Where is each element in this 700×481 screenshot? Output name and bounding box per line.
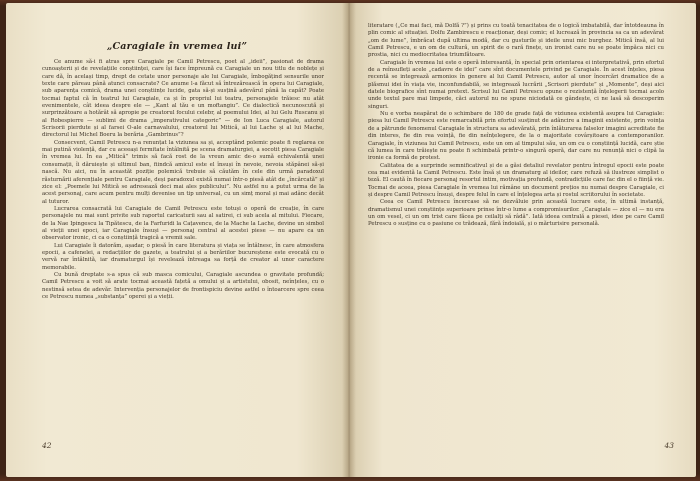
paragraph: Ceea ce Camil Petrescu încercase să ne dezvăluie prin această lucrare este, în ultimă instanță, dramatismul unei conștiințe superioare prinse într-o lume a compromisurilor. „Caragiale — zice el — nu era un om vesel, ci un om trist care făcea pe ceilalți să râdă”. Iată ideea centrală a piesei, idee pe care Camil Petrescu o susține cu o pasiune ce trădează, fără îndoială, și o mărturisire personală. [368,199,664,228]
paragraph: literatare („Ce mai faci, mă Dolfă ?”) și prins cu toată tenacitatea de o logică imbatabilă, dar întotdeauna în plin comic al situației. Dolfu Zambirescu e reacționar, deși comic; el lucrează în provincia sa ca un adevărat „om de lume”, îmbrăcat după ultima modă, dar cu gusturile și ideile unui mic burghez. Mitică însă, al lui Camil Petrescu, e un om de cultură, un spirit de o rară finețe, un ironist care nu se poate împăca nici cu prostia, nici cu mediocritatea triumfătoare. [368,23,664,59]
paragraph: Lui Caragiale îi datorăm, așadar, o piesă în care literatura și viața se întâlnesc, în care atmosfera epocii, a cafenelei, a redacțiilor de gazete, a teatrului și a berăriilor bucureștene este evocată cu o vervă rar întâlnită, iar dramaturgul își revelează întreaga sa forță de creator al unor caractere memorabile. [42,242,324,271]
paragraph: Calitatea de a surprinde semnificativul și de a găsi detaliul revelator pentru întregul epocii este poate cea mai evidentă la Camil Petrescu. Este însă și un dramaturg al ideilor, care refuză să ilustreze simplist o teză. El caută în fiecare personaj resortul intim, motivația profundă, contradicțiile care fac din el o ființă vie. Tocmai de aceea, piesa Caragiale în vremea lui rămâne un document prețios nu numai despre Caragiale, ci și despre Camil Petrescu însuși, despre felul în care el înțelegea arta și rostul scriitorului în societate. [368,162,664,198]
left-page [6,3,348,477]
page-number-right: 43 [664,441,674,450]
page-number-left: 42 [42,441,52,450]
paragraph: Consecvent, Camil Petrescu n-a renunțat la viziunea sa și, acceptând polemic poate fi reglarea ce mai putină violență, dar cu aceeași fermitate întâlnită pe scena dramaturgiei, a socotit piesa Caragiale în vremea lui. În ea „Mitică” trimis să facă rost de la vreun amic de-o sumă echivalentă unei consumații, îi dăruiește și ultimul ban, fiindcă amicul este el însuși în nevoie, nevoia stăpânei să-și nască. Nu aici, nu în aceastăt poziție polemică trebuie să căutăm în cele din urmă paradoxul răsturnării aferențiale pentru Caragiale, deși paradoxul există numai într-o piesă atât de „încărcată” și zice el: „Poemele lui Mitică se adresează deci mai ales publicului”. Nu astfel nu a putut urma de la acest personaj, care acum pentru mulți devenise un tip universal, cu un simț moral și mai adânc decât al tuturor. [42,139,324,205]
right-page-text [368,23,664,229]
paragraph: Cu bună dreptate s-a spus că sub masca comicului, Caragiale ascundea o gravitate profundă; Camil Petrescu a voit să arate tocmai această fațetă a omului și a artistului, obosit, neînțeles, cu o nestinsă setea de adevăr. Intervenția personajelor de frontispiciu devine astfel o întoarcere spre ceea ce Petrescu numea „substanța” operei și a vieții. [42,271,324,300]
open-book [6,3,696,477]
chapter-title: „Caragiale în vremea lui” [106,41,248,52]
book-gutter [342,3,356,477]
left-page-text [42,59,324,301]
paragraph: Nu e vorba neapărat de o schimbare de 180 de grade față de viziunea existentă asupra lui Caragiale: piesa lui Camil Petrescu este remarcabilă prin efortul susținut de adâncire a imaginii existente, prin voința de a pătrunde fenomenul Caragiale în structura sa adevărată, prin înlăturarea falselor imagini acreditate fie din interes, fie din rea voință, fie din neînțelegere, de la o majoritate covârșitoare a contemporanilor. Caragiale, în viziunea lui Camil Petrescu, este un om al timpului său, un om cu o conștiință lucidă, care știe că lumea în care trăiește nu poate fi schimbată printr-o singură operă, dar care nu renunță nici o clipă la ironie ca formă de protest. [368,111,664,162]
paragraph: Caragiale în vremea lui este o operă interesantă, în special prin orientarea ei interpretativă, prin efortul de a reînsufleți acele „cadavre de idei” care sînt documentele privind pe Caragiale. În acest înțeles, piesa recentă se integrează armonios în genere al lui Camil Petrescu, autor al unor încercări dramatice de a plăsmui idei în viața vie, inconfundabilă, se integrează lucrării „Scrisori pierdute” și „Momente”, deși aici datele biografice sînt numai pretext. Scrisul lui Camil Petrescu opune o rezistență înțelegerii tocmai acolo unde textul pare mai limpede, căci autorul nu ne spune niciodată ce gândește, ci ne lasă să descoperim singuri. [368,59,664,110]
paragraph: Ce anume să-i fi atras spre Caragiale pe Camil Petrescu, poet al „ideii”, pasionat de drama cunoașterii și de revelațiile conștiinței, care își face împreună cu Caragiale un nou titlu de noblețe și care dă, în același timp, drept de cetate unor personaje ale lui Caragiale, îmbogățind sensurile unor texte care păreau până atunci consacrate? Ce anume l-a făcut să întrezărească în opera lui Caragiale, sub aparența comică, drama unei conștiințe lucide, gata să-și susțină adevărul până la capăt? Poate tocmai faptul că în teatrul lui Caragiale, ca și în propriul lui teatru, personajele trăiesc nu atât evenimentele, cât ideea despre ele — „Kant al tău e un moftangiu”. Ce dialectică necunoscută și surprinzătoare a hotărât să apropie pe creatorul focului celebr, al poemului Idei, al lui Gelu Ruscanu și al Robespierre — sublimi de drama „imperativului categoric” — de Ion Luca Caragiale, autorul Scrisorii pierdute și al farsei O-ale carnavalului, creatorul lui Mitică, al lui Lache și al lui Mache, directorul lui Michel Boeru la berăria „Gambrinus”? [42,59,324,139]
right-page [348,3,696,477]
paragraph: Lucrarea consacrată lui Caragiale de Camil Petrescu este totuși o operă de creație, în care personajele nu mai sunt privite sub raportul caricaturii sau al satirei, ci sub acela al mitului. Fiecare, de la Nae Ipingescu la Tipătescu, de la Farfuridi la Cațavencu, de la Mache la Lache, devine un simbol al vieții unei epoci, iar Caragiale însuși — personaj central al acestei piese — nu apare ca un observator ironic, ci ca o conștiință tragică a vremii sale. [42,205,324,242]
